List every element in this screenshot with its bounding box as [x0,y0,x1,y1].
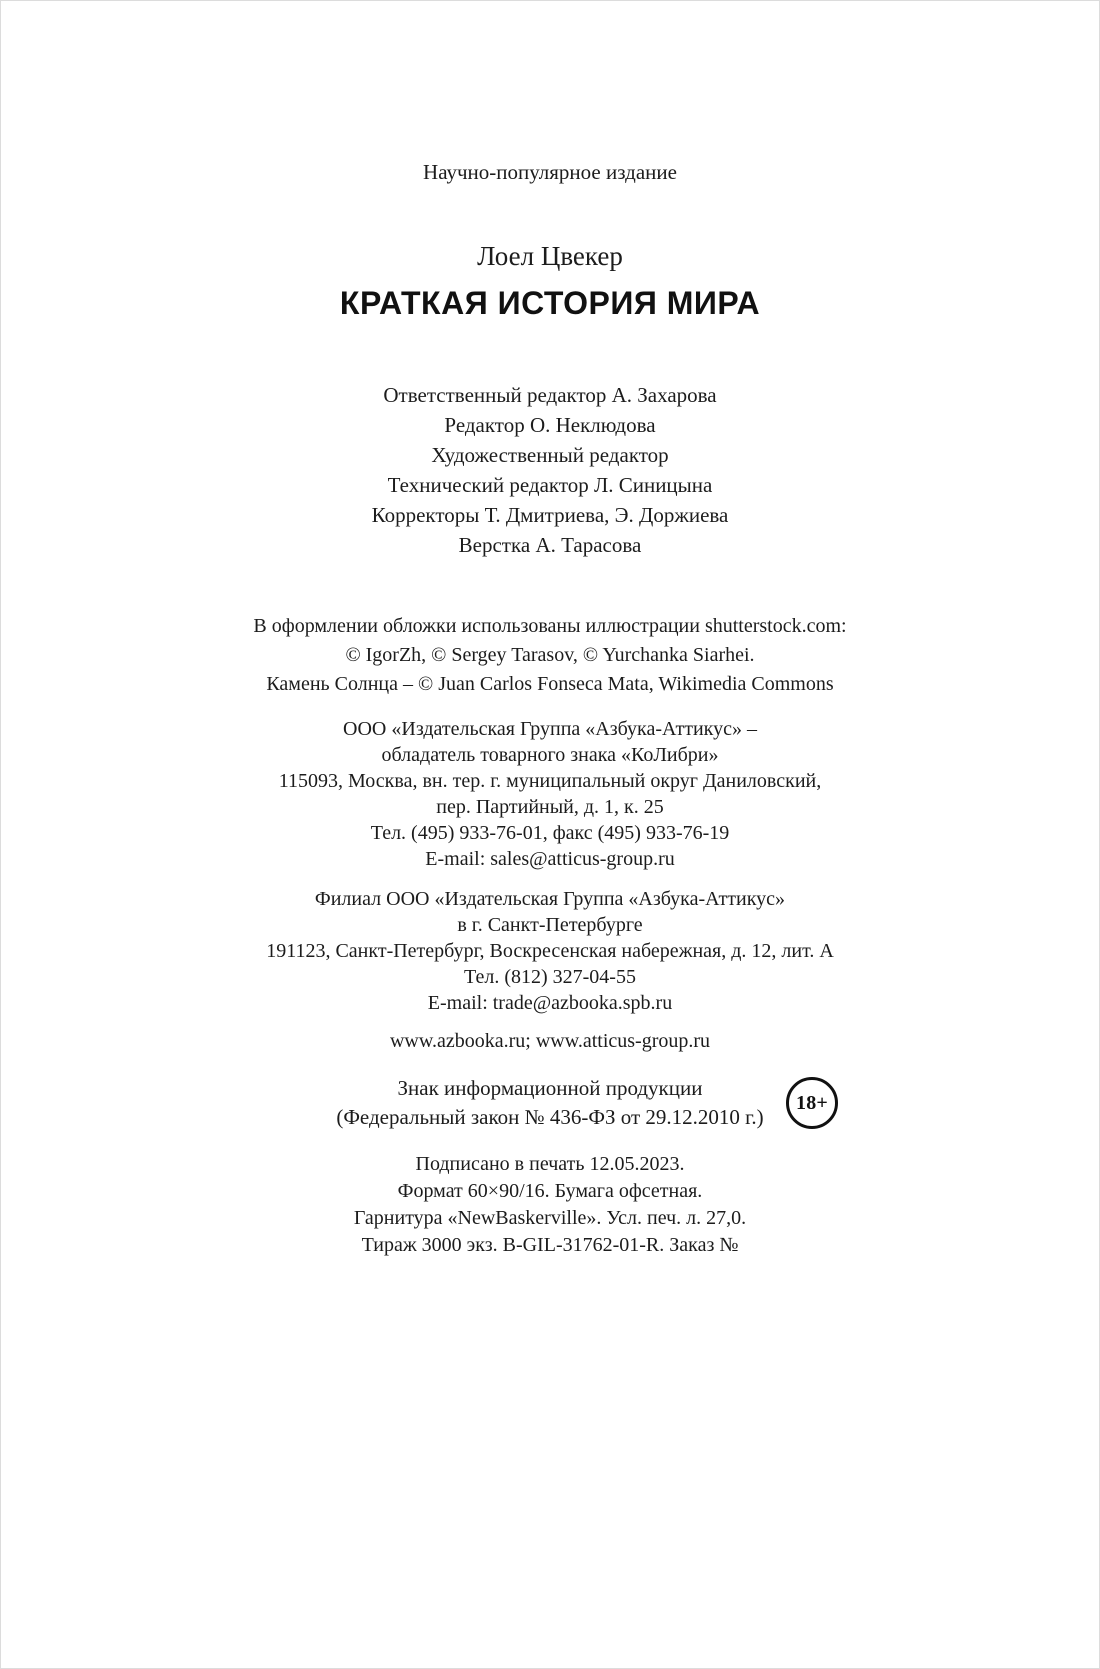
publisher-info-line: ООО «Издательская Группа «Азбука-Аттикус» – [343,718,757,740]
publisher-info-line: обладатель товарного знака «КоЛибри» [381,744,719,766]
print-info-line: Гарнитура «NewBaskerville». Усл. печ. л. 27,0. [353,1207,747,1229]
publisher-info-line: 115093, Москва, вн. тер. г. муниципальный округ Даниловский, [278,770,822,792]
staff-credits-block [0,380,1100,560]
author-name: Лоел Цвекер [477,241,623,271]
cover-credits-block [0,612,1100,699]
info-sign-line: (Федеральный закон № 436-ФЗ от 29.12.2010 г.) [336,1105,764,1129]
branch-phone-line: Тел. (812) 327-04-55 [464,966,636,988]
print-info-line: Подписано в печать 12.05.2023. [415,1153,685,1175]
publisher-email-line: E-mail: sales@atticus-group.ru [425,848,675,870]
branch-info-line: 191123, Санкт-Петербург, Воскресенская набережная, д. 12, лит. А [266,940,834,962]
staff-credits-line: Верстка А. Тарасова [458,533,642,557]
staff-credits-line: Художественный редактор [431,443,669,467]
staff-credits-line: Технический редактор Л. Синицына [387,473,713,497]
info-sign-block [0,1074,1100,1132]
print-info-line: Формат 60×90/16. Бумага офсетная. [397,1180,703,1202]
cover-credits-line: Камень Солнца – © Juan Carlos Fonseca Mata, Wikimedia Commons [266,673,834,695]
publisher-info-block [0,716,1100,872]
staff-credits-line: Ответственный редактор А. Захарова [383,383,717,407]
edition-type: Научно-популярное издание [423,160,677,184]
websites-line: www.azbooka.ru; www.atticus-group.ru [389,1030,711,1052]
cover-credits-line: В оформлении обложки использованы иллюстрации shutterstock.com: [253,615,847,637]
branch-info-block [0,886,1100,1016]
print-info-block [0,1151,1100,1259]
staff-credits-line: Редактор О. Неклюдова [444,413,656,437]
age-rating-badge: 18+ [786,1077,838,1129]
cover-credits-line: © IgorZh, © Sergey Tarasov, © Yurchanka Siarhei. [345,644,755,666]
info-sign-line: Знак информационной продукции [397,1076,703,1100]
publisher-info-line: пер. Партийный, д. 1, к. 25 [436,796,664,818]
branch-info-line: Филиал ООО «Издательская Группа «Азбука-Аттикус» [314,888,786,910]
book-title: КРАТКАЯ ИСТОРИЯ МИРА [339,285,761,321]
publisher-phone-line: Тел. (495) 933-76-01, факс (495) 933-76-19 [370,822,730,844]
branch-email-line: E-mail: trade@azbooka.spb.ru [427,992,673,1014]
staff-credits-line: Корректоры Т. Дмитриева, Э. Доржиева [371,503,729,527]
branch-info-line: в г. Санкт-Петербурге [457,914,643,936]
print-info-line: Тираж 3000 экз. B-GIL-31762-01-R. Заказ № [361,1234,739,1256]
